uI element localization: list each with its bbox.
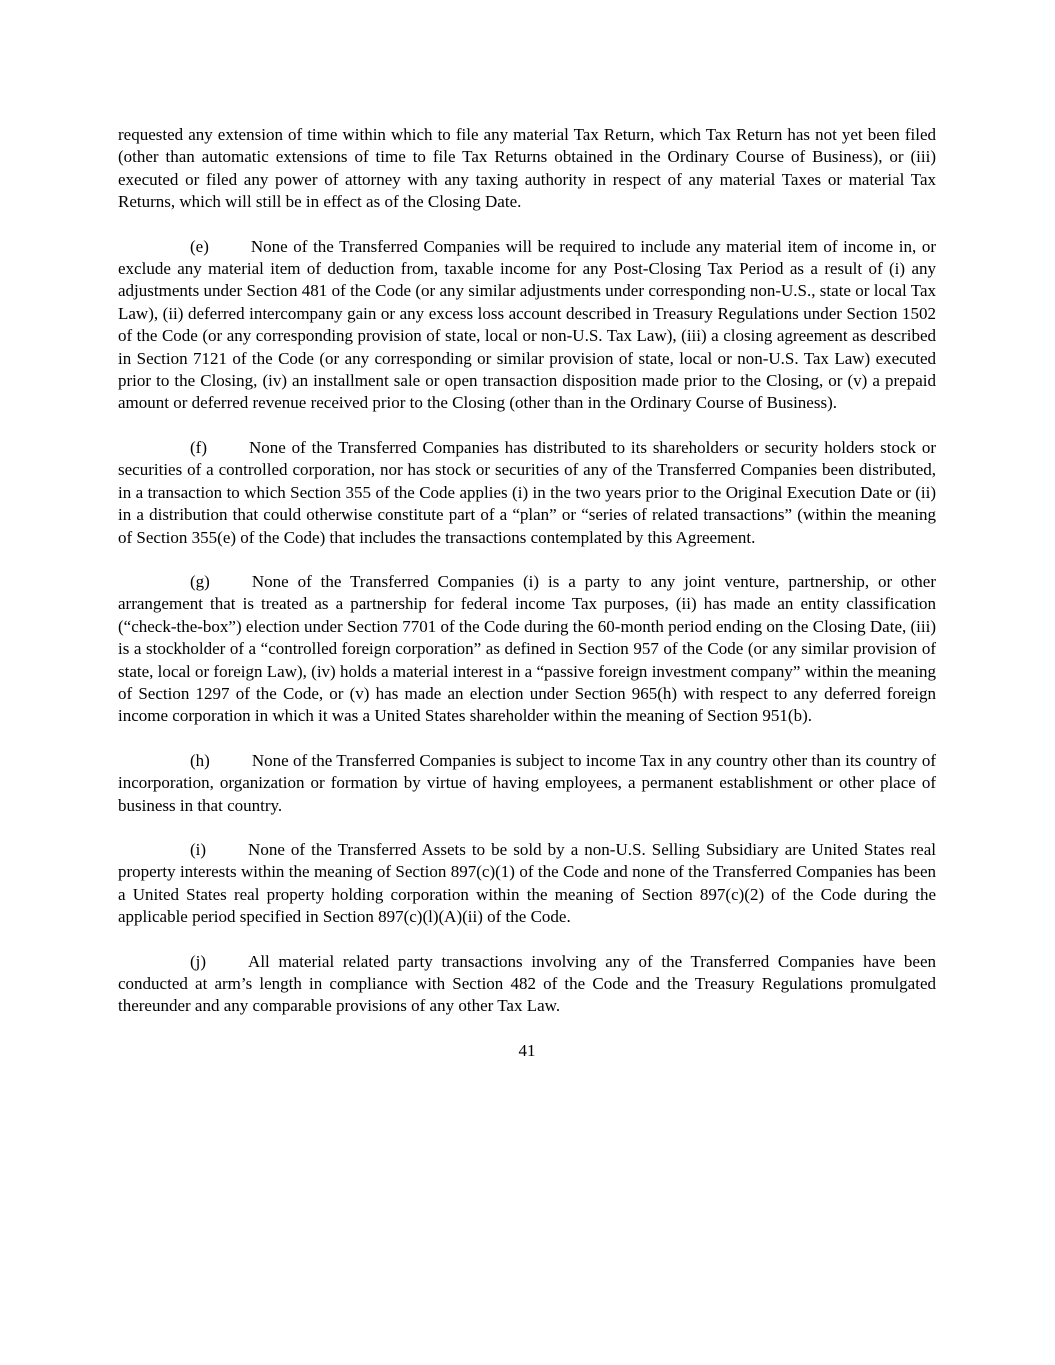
paragraph-text: All material related party transactions involving any of the Transferred Companies have been conducted at arm’s length in compliance with Section 482 of the Code and the Treasury Regulations promulgated thereunder and any comparable provisions of any other Tax Law. (118, 951, 936, 1016)
paragraph-label: (e) (190, 236, 209, 256)
paragraph-label: (g) (190, 571, 210, 591)
paragraph-label: (i) (190, 839, 207, 859)
paragraph (118, 750, 936, 817)
paragraph (118, 236, 936, 415)
paragraph-text: None of the Transferred Companies (i) is a party to any joint venture, partnership, or other arrangement that is treated as a partnership for federal income Tax purposes, (ii) has made an entity classification (“check-the-box”) election under Section 7701 of the Code during the 60-month period ending on the Closing Date, (iii) is a stockholder of a “controlled foreign corporation” as defined in Section 957 of the Code (or any similar provision of state, local or foreign Law), (iv) holds a material interest in a “passive foreign investment company” within the meaning of Section 1297 of the Code, or (v) has made an election under Section 965(h) with respect to any deferred foreign income corporation in which it was a United States shareholder within the meaning of Section 951(b). (118, 571, 936, 726)
paragraph (118, 571, 936, 728)
paragraph (118, 839, 936, 929)
paragraph-label: (f) (190, 437, 207, 457)
paragraph (118, 124, 936, 214)
paragraph-text: requested any extension of time within which to file any material Tax Return, which Tax Return has not yet been filed (other than automatic extensions of time to file Tax Returns obtained in the Ordinary Course of Business), or (iii) executed or filed any power of attorney with any taxing authority in respect of any material Taxes or material Tax Returns, which will still be in effect as of the Closing Date. (118, 125, 936, 212)
paragraph (118, 951, 936, 1018)
page-number: 41 (518, 1040, 536, 1060)
paragraph-text: None of the Transferred Companies is subject to income Tax in any country other than its country of incorporation, organization or formation by virtue of having employees, a permanent establishment or other place of business in that country. (118, 750, 936, 815)
page-content (118, 124, 936, 1062)
paragraph (118, 437, 936, 549)
paragraph-text: None of the Transferred Companies has distributed to its shareholders or security holders stock or securities of a controlled corporation, nor has stock or securities of any of the Transferred Companies been distributed, in a transaction to which Section 355 of the Code applies (i) in the two years prior to the Original Execution Date or (ii) in a distribution that could otherwise constitute part of a “plan” or “series of related transactions” (within the meaning of Section 355(e) of the Code) that includes the transactions contemplated by this Agreement. (118, 437, 936, 547)
paragraph-label: (j) (190, 951, 207, 971)
paragraph-text: None of the Transferred Assets to be sold by a non-U.S. Selling Subsidiary are United States real property interests within the meaning of Section 897(c)(1) of the Code and none of the Transferred Companies has been a United States real property holding corporation within the meaning of Section 897(c)(2) of the Code during the applicable period specified in Section 897(c)(l)(A)(ii) of the Code. (118, 839, 936, 927)
paragraph-text: None of the Transferred Companies will be required to include any material item of income in, or exclude any material item of deduction from, taxable income for any Post-Closing Tax Period as a result of (i) any adjustments under Section 481 of the Code (or any similar adjustments under corresponding non-U.S., state or local Tax Law), (ii) deferred intercompany gain or any excess loss account described in Treasury Regulations under Section 1502 of the Code (or any corresponding provision of state, local or non-U.S. Tax Law), (iii) a closing agreement as described in Section 7121 of the Code (or any corresponding or similar provision of state, local or non-U.S. Tax Law) executed prior to the Closing, (iv) an installment sale or open transaction disposition made prior to the Closing, or (v) a prepaid amount or deferred revenue received prior to the Closing (other than in the Ordinary Course of Business). (118, 236, 936, 413)
paragraph-label: (h) (190, 750, 210, 770)
